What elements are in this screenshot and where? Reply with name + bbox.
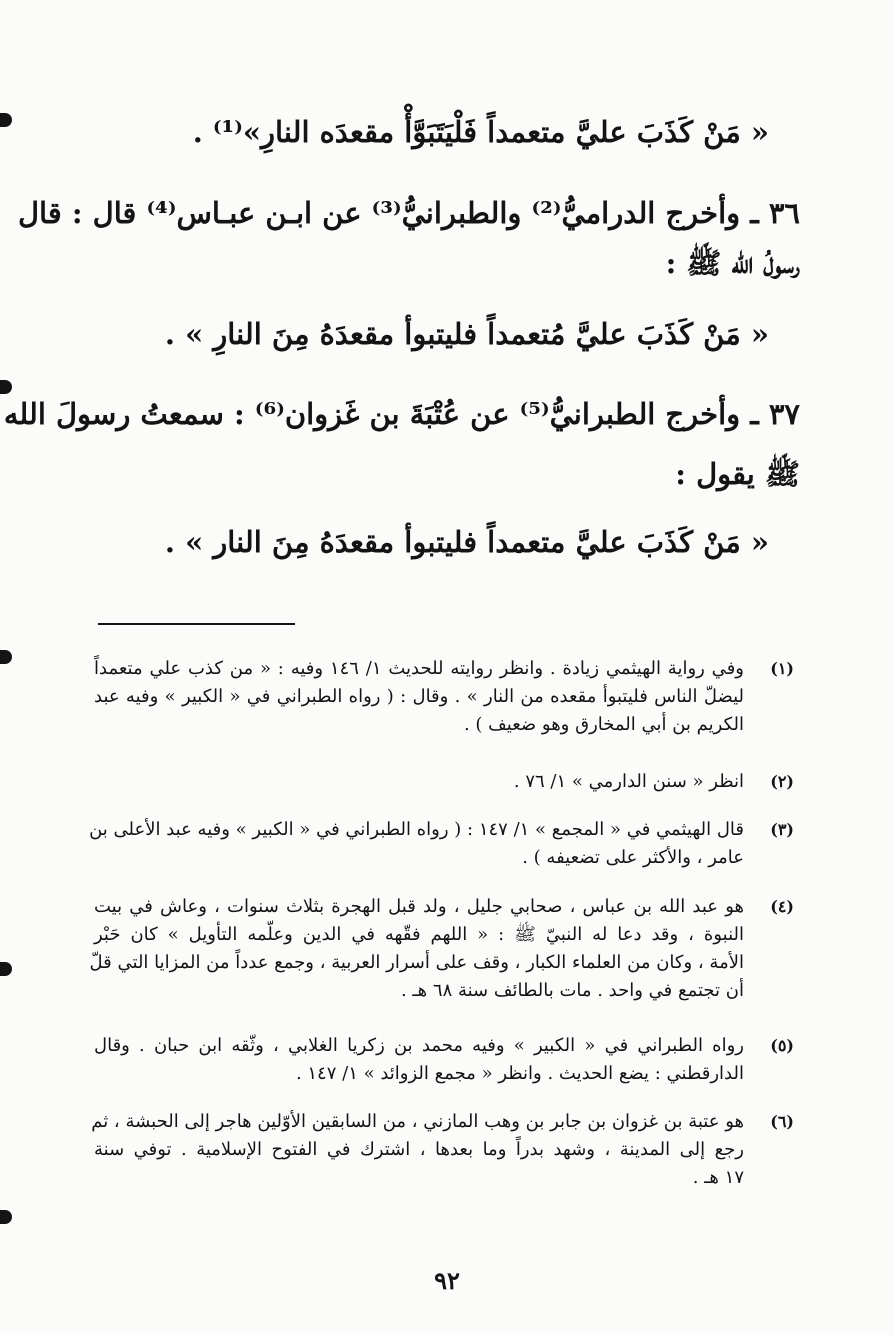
footnote-line: رواه الطبراني في « الكبير » وفيه محمد بن زكريا الغلابي ، وثّقه ابن حبان . وقال	[94, 1035, 744, 1056]
footnote-line: وفي رواية الهيثمي زيادة . وانظر روايته للحديث ١/ ١٤٦ وفيه : « من كذب علي متعمداً	[94, 658, 744, 679]
footnote-line: الكريم بن أبي المخارق وهو ضعيف ) .	[463, 714, 744, 735]
footnote-line: هو عتبة بن غزوان بن جابر بن وهب المازني ، من السابقين الأوّلين هاجر إلى الحبشة ، ثم	[91, 1111, 744, 1132]
footnote-number: (٤)	[770, 897, 794, 916]
footnote-body	[94, 655, 744, 739]
footnote-body	[89, 893, 744, 1005]
footnote-line: ١٧ هـ .	[692, 1167, 744, 1188]
footnote-body	[89, 816, 744, 872]
paragraph-36-line-1: ٣٦ ـ وأخرج الدراميُّ⁽²⁾ والطبرانيُّ⁽³⁾ عن ابـن عبـاس⁽⁴⁾ قال : قال	[17, 196, 800, 230]
paragraph-37-line-2: ﷺ يقول :	[675, 457, 800, 491]
paragraph-36-line-2: رسولُ الله ﷺ :	[665, 246, 800, 280]
footnote-number: (٥)	[770, 1036, 794, 1055]
footnote-body	[91, 1108, 744, 1192]
footnote-line: هو عبد الله بن عباس ، صحابي جليل ، ولد قبل الهجرة بثلاث سنوات ، وعاش في بيت	[94, 896, 744, 917]
edge-mark	[0, 650, 12, 664]
edge-mark	[0, 1210, 12, 1224]
edge-mark	[0, 962, 12, 976]
hadith-quote-3: « مَنْ كَذَبَ عليَّ متعمداً فليتبوأ مقعدَهُ مِنَ النار » .	[164, 525, 769, 559]
footnote-body	[94, 768, 744, 796]
paragraph-37-line-1: ٣٧ ـ وأخرج الطبرانيُّ⁽⁵⁾ عن عُتْبَةَ بن غَزوان⁽⁶⁾ : سمعتُ رسولَ الله	[3, 397, 800, 431]
footnote-line: انظر « سنن الدارمي » ١/ ٧٦ .	[513, 771, 744, 792]
footnote-separator	[98, 623, 295, 625]
hadith-quote-1: « مَنْ كَذَبَ عليَّ متعمداً فَلْيَتَبَوَّأْ مقعدَه النارِ»⁽¹⁾ .	[192, 115, 769, 149]
footnote-line: قال الهيثمي في « المجمع » ١/ ١٤٧ : ( رواه الطبراني في « الكبير » وفيه عبد الأعلى بن	[89, 819, 744, 840]
hadith-quote-2: « مَنْ كَذَبَ عليَّ مُتعمداً فليتبوأ مقعدَهُ مِنَ النارِ » .	[164, 317, 769, 351]
footnote-line: النبوة ، وقد دعا له النبيّ ﷺ : « اللهم فقّهه في الدين وعلّمه التأويل » كان حَبْر	[94, 924, 744, 945]
footnote-body	[94, 1032, 744, 1088]
page-number: ٩٢	[434, 1266, 460, 1295]
footnote-number: (٢)	[770, 772, 794, 791]
footnote-line: عامر ، والأكثر على تضعيفه ) .	[522, 847, 744, 868]
footnote-line: الدارقطني : يضع الحديث . وانظر « مجمع الزوائد » ١/ ١٤٧ .	[295, 1063, 744, 1084]
edge-mark	[0, 113, 12, 127]
footnote-number: (٦)	[770, 1112, 794, 1131]
footnote-line: رجع إلى المدينة ، وشهد بدراً وما بعدها ، اشترك في الفتوح الإسلامية . توفي سنة	[94, 1139, 744, 1160]
footnote-line: الأمة ، وكان من العلماء الكبار ، وقف على أسرار العربية ، وجمع عدداً من المزايا التي قلّ	[89, 952, 744, 973]
footnote-number: (٣)	[770, 820, 794, 839]
footnote-line: ليضلّ الناس فليتبوأ مقعده من النار » . وقال : ( رواه الطبراني في « الكبير » وفيه عبد	[94, 686, 744, 707]
footnote-line: أن تجتمع في واحد . مات بالطائف سنة ٦٨ هـ .	[400, 980, 744, 1001]
footnote-number: (١)	[770, 659, 794, 678]
edge-mark	[0, 380, 12, 394]
